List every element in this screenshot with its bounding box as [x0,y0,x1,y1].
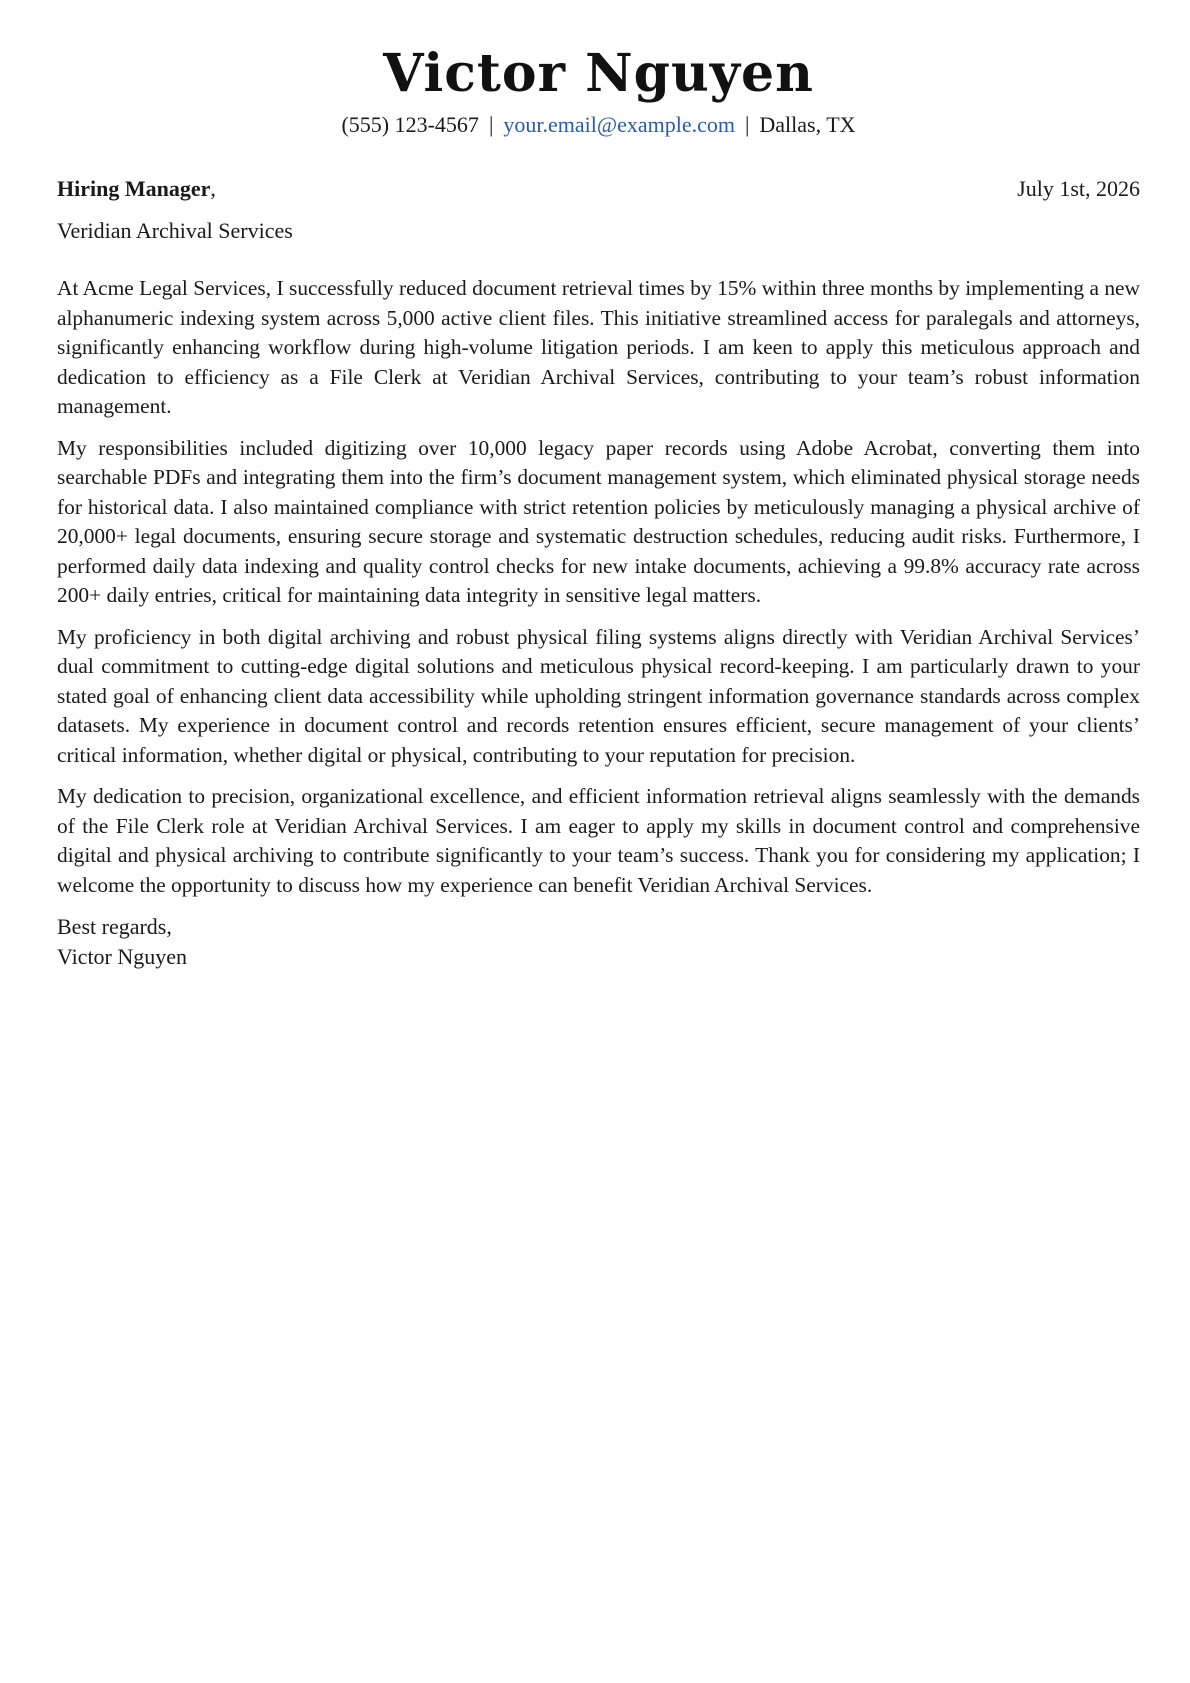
contact-separator: | [744,112,750,137]
contact-line [57,110,1140,140]
recipient-name: Hiring Manager [57,176,211,201]
applicant-name: Victor Nguyen [383,43,814,104]
body-paragraph: My dedication to precision, organizational excellence, and efficient information retrieval aligns seamlessly with the demands of the File Clerk role at Veridian Archival Services. I am eager to apply my skills in document control and comprehensive digital and physical archiving to contribute significantly to your team’s success. Thank you for considering my application; I welcome the opportunity to discuss how my experience can benefit Veridian Archival Services. [57,784,1140,897]
location: Dallas, TX [759,112,856,137]
letter-header [57,40,1140,140]
recipient-block [57,174,216,204]
phone-number: (555) 123-4567 [341,112,479,137]
recipient-row [57,174,1140,204]
cover-letter-page [57,40,1140,971]
closing-salutation: Best regards, [57,914,172,939]
body-paragraph: My proficiency in both digital archiving and robust physical filing systems aligns directly with Veridian Archival Services’ dual commitment to cutting-edge digital solutions and meticulous physical record-keeping. I am particularly drawn to your stated goal of enhancing client data accessibility while upholding stringent information governance standards across complex datasets. My experience in document control and records retention ensures efficient, secure management of your clients’ critical information, whether digital or physical, contributing to your reputation for precision. [57,624,1140,767]
recipient-company: Veridian Archival Services [57,218,293,243]
contact-separator: | [488,112,494,137]
closing-signature: Victor Nguyen [57,943,188,969]
body-paragraph: My responsibilities included digitizing over 10,000 legacy paper records using Adobe Acrobat, converting them into searchable PDFs and integrating them into the firm’s document management system, which eliminated physical storage needs for historical data. I also maintained compliance with strict retention policies by meticulously managing a physical archive of 20,000+ legal documents, ensuring secure storage and systematic destruction schedules, reducing audit risks. Furthermore, I performed daily data indexing and quality control checks for new intake documents, achieving a 99.8% accuracy rate across 200+ daily entries, critical for maintaining data integrity in sensitive legal matters. [57,435,1140,607]
body-paragraph: At Acme Legal Services, I successfully reduced document retrieval times by 15% within three months by implementing a new alphanumeric indexing system across 5,000 active client files. This initiative streamlined access for paralegals and attorneys, significantly enhancing workflow during high-volume litigation periods. I am keen to apply this meticulous approach and dedication to efficiency as a File Clerk at Veridian Archival Services, contributing to your team’s robust information management. [57,276,1140,418]
letter-body [57,274,1140,900]
letter-closing [57,912,1140,971]
recipient-name-suffix: , [210,176,216,201]
email-link[interactable]: your.email@example.com [503,112,735,137]
letter-date: July 1st, 2026 [1017,176,1140,201]
